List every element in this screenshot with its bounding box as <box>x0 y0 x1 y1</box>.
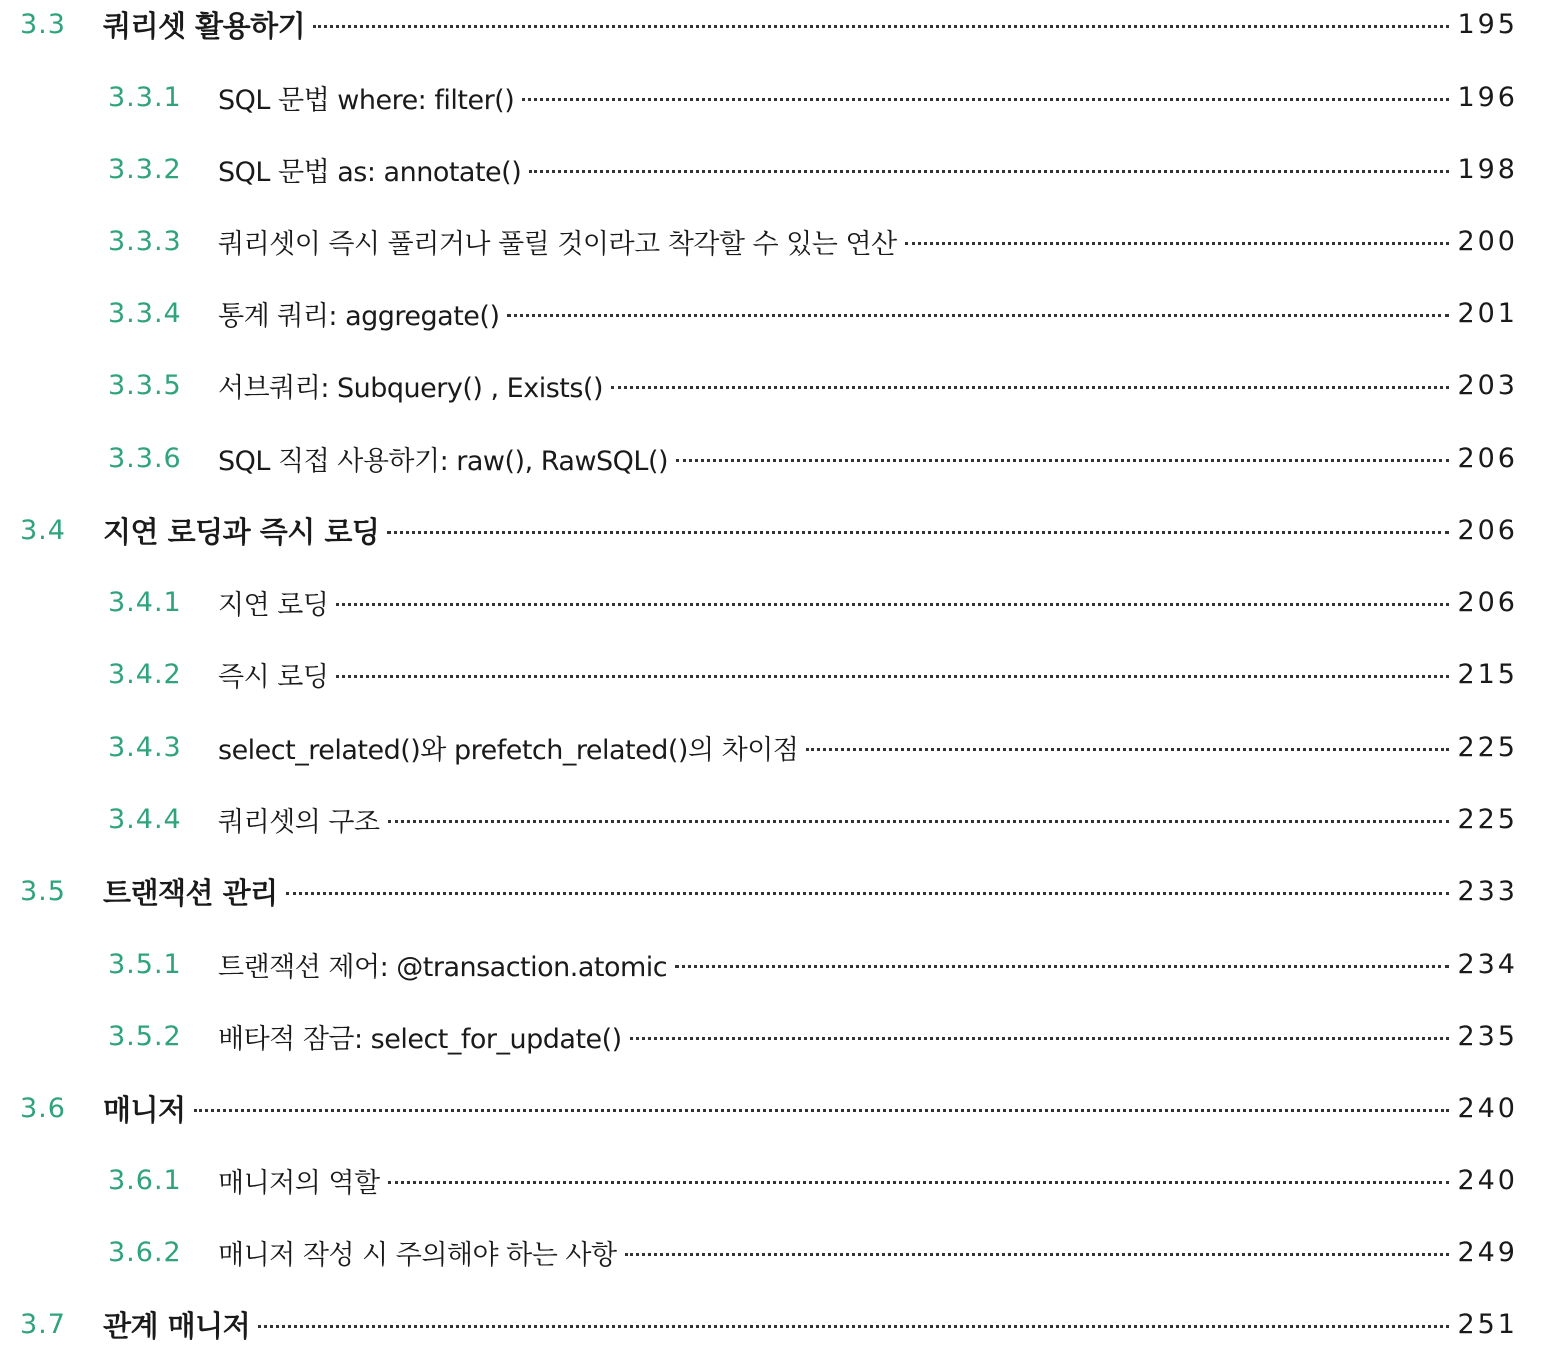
dot-leader <box>675 965 1449 968</box>
entry-number: 3.4.2 <box>108 658 182 690</box>
entry-title: 통계 쿼리: aggregate() <box>218 300 500 332</box>
entry-title: 매니저의 역할 <box>218 1167 380 1199</box>
entry-number: 3.3 <box>20 8 66 40</box>
toc-subsection-entry <box>0 1230 1548 1274</box>
entry-page: 215 <box>1457 658 1518 690</box>
entry-line <box>218 1233 1518 1272</box>
dot-leader <box>630 1037 1450 1040</box>
dot-leader <box>676 459 1449 462</box>
dot-leader <box>336 675 1449 678</box>
entry-line <box>218 1017 1518 1056</box>
entry-line <box>218 583 1518 622</box>
dot-leader <box>611 386 1449 389</box>
entry-title: SQL 문법 where: filter() <box>218 84 515 116</box>
entry-number: 3.3.6 <box>108 442 182 474</box>
entry-page: 240 <box>1457 1092 1518 1124</box>
entry-page: 249 <box>1457 1236 1518 1268</box>
entry-title: 지연 로딩 <box>218 589 329 621</box>
toc-section-entry <box>0 869 1548 913</box>
toc-section-entry <box>0 508 1548 552</box>
entry-line <box>103 1304 1518 1345</box>
entry-title: 쿼리셋의 구조 <box>218 806 380 838</box>
entry-title: SQL 직접 사용하기: raw(), RawSQL() <box>218 445 669 477</box>
toc-subsection-entry <box>0 291 1548 335</box>
entry-number: 3.4.1 <box>108 586 182 618</box>
entry-title: 매니저 작성 시 주의해야 하는 사항 <box>218 1239 617 1271</box>
entry-number: 3.4.4 <box>108 803 182 835</box>
dot-leader <box>258 1325 1449 1328</box>
entry-title: 즉시 로딩 <box>218 661 329 693</box>
entry-page: 195 <box>1457 8 1518 40</box>
entry-number: 3.3.1 <box>108 81 182 113</box>
entry-page: 233 <box>1457 875 1518 907</box>
toc-subsection-entry <box>0 797 1548 841</box>
dot-leader <box>625 1253 1450 1256</box>
entry-number: 3.3.3 <box>108 225 182 257</box>
entry-line <box>218 439 1518 478</box>
entry-number: 3.4 <box>20 514 66 546</box>
entry-line <box>218 1161 1518 1200</box>
entry-line <box>218 945 1518 984</box>
entry-line <box>103 4 1518 45</box>
entry-title: 매니저 <box>103 1092 186 1127</box>
entry-line <box>218 78 1518 117</box>
entry-page: 240 <box>1457 1164 1518 1196</box>
dot-leader <box>806 748 1449 751</box>
dot-leader <box>388 1181 1450 1184</box>
entry-number: 3.3.4 <box>108 297 182 329</box>
toc-subsection-entry <box>0 580 1548 624</box>
entry-page: 201 <box>1457 297 1518 329</box>
toc-subsection-entry <box>0 942 1548 986</box>
entry-page: 225 <box>1457 803 1518 835</box>
entry-title: 트랜잭션 제어: @transaction.atomic <box>218 951 668 983</box>
entry-page: 206 <box>1457 442 1518 474</box>
entry-number: 3.6.1 <box>108 1164 182 1196</box>
entry-line <box>103 1088 1518 1129</box>
entry-number: 3.6.2 <box>108 1236 182 1268</box>
toc-subsection-entry <box>0 436 1548 480</box>
toc-section-entry <box>0 2 1548 46</box>
entry-page: 206 <box>1457 514 1518 546</box>
dot-leader <box>313 25 1449 28</box>
toc-subsection-entry <box>0 652 1548 696</box>
entry-number: 3.5.1 <box>108 948 182 980</box>
entry-title: 서브쿼리: Subquery() , Exists() <box>218 372 603 404</box>
entry-number: 3.6 <box>20 1092 66 1124</box>
entry-line <box>103 510 1518 551</box>
toc-subsection-entry <box>0 147 1548 191</box>
toc-subsection-entry <box>0 1158 1548 1202</box>
dot-leader <box>387 531 1449 534</box>
entry-number: 3.4.3 <box>108 731 182 763</box>
entry-title: 쿼리셋 활용하기 <box>103 8 306 43</box>
entry-line <box>218 294 1518 333</box>
dot-leader <box>194 1109 1450 1112</box>
toc-section-entry <box>0 1302 1548 1346</box>
entry-title: 쿼리셋이 즉시 풀리거나 풀릴 것이라고 착각할 수 있는 연산 <box>218 228 897 260</box>
entry-title: 배타적 잠금: select_for_update() <box>218 1023 622 1055</box>
entry-title: SQL 문법 as: annotate() <box>218 156 522 188</box>
entry-line <box>103 871 1518 912</box>
dot-leader <box>905 242 1450 245</box>
toc-subsection-entry <box>0 1014 1548 1058</box>
dot-leader <box>507 314 1449 317</box>
entry-page: 235 <box>1457 1020 1518 1052</box>
entry-line <box>218 655 1518 694</box>
entry-line <box>218 728 1518 767</box>
entry-page: 200 <box>1457 225 1518 257</box>
entry-number: 3.7 <box>20 1308 66 1340</box>
entry-line <box>218 800 1518 839</box>
entry-number: 3.5 <box>20 875 66 907</box>
toc-section-entry <box>0 1086 1548 1130</box>
dot-leader <box>522 98 1449 101</box>
entry-title: 지연 로딩과 즉시 로딩 <box>103 514 380 549</box>
entry-title: 트랜잭션 관리 <box>103 875 278 910</box>
entry-title: 관계 매니저 <box>103 1308 251 1343</box>
dot-leader <box>336 603 1449 606</box>
entry-number: 3.5.2 <box>108 1020 182 1052</box>
entry-line <box>218 150 1518 189</box>
toc-subsection-entry <box>0 363 1548 407</box>
entry-number: 3.3.5 <box>108 369 182 401</box>
entry-line <box>218 222 1518 261</box>
entry-page: 196 <box>1457 81 1518 113</box>
entry-line <box>218 366 1518 405</box>
entry-page: 234 <box>1457 948 1518 980</box>
toc-subsection-entry <box>0 725 1548 769</box>
entry-page: 198 <box>1457 153 1518 185</box>
dot-leader <box>388 820 1450 823</box>
entry-page: 203 <box>1457 369 1518 401</box>
entry-page: 206 <box>1457 586 1518 618</box>
entry-number: 3.3.2 <box>108 153 182 185</box>
toc-subsection-entry <box>0 219 1548 263</box>
entry-title: select_related()와 prefetch_related()의 차이점 <box>218 734 799 766</box>
entry-page: 225 <box>1457 731 1518 763</box>
dot-leader <box>286 892 1450 895</box>
toc-subsection-entry <box>0 75 1548 119</box>
dot-leader <box>529 170 1449 173</box>
entry-page: 251 <box>1457 1308 1518 1340</box>
